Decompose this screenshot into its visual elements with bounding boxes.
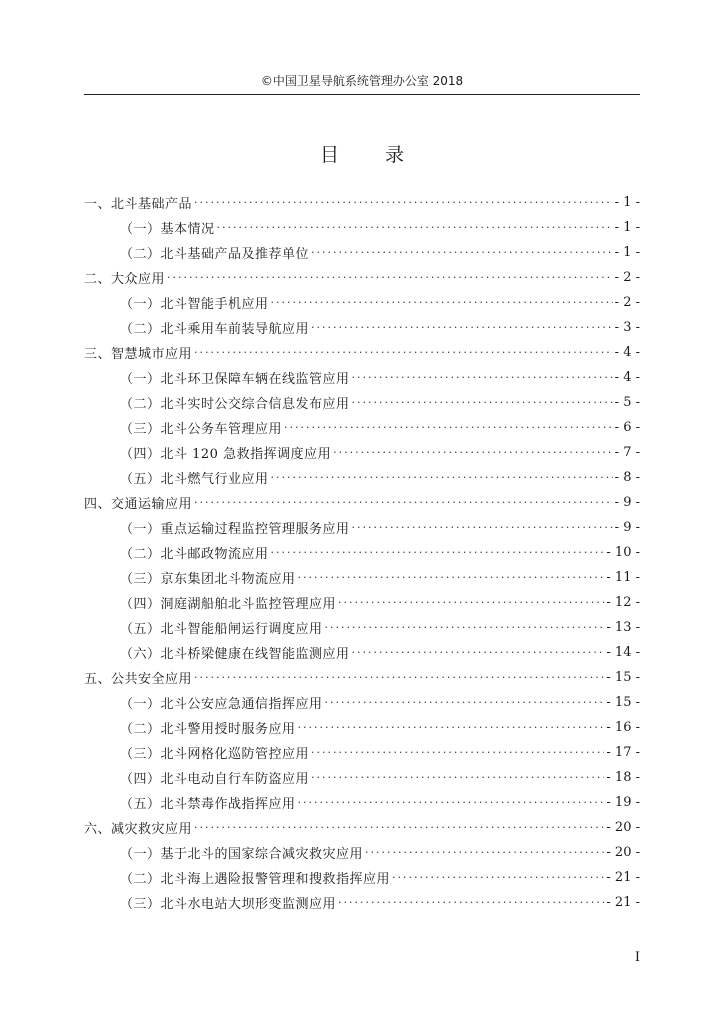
toc-entry-page: - 12 -: [606, 595, 640, 610]
toc-section-entry[interactable]: [84, 540, 640, 565]
toc-entry-label: （四）北斗电动自行车防盗应用: [120, 772, 310, 787]
toc-chapter-entry[interactable]: [84, 190, 640, 215]
toc-section-entry[interactable]: [84, 640, 640, 665]
dot-leader: [298, 571, 605, 584]
toc-section-entry[interactable]: [84, 790, 640, 815]
toc-section-entry[interactable]: [84, 315, 640, 340]
dot-leader: [194, 346, 613, 359]
dot-leader: [352, 646, 605, 659]
toc-entry-page: - 10 -: [606, 545, 640, 560]
toc-entry-label: （一）基本情况: [120, 222, 215, 237]
toc-entry-label: 二、大众应用: [84, 272, 166, 287]
toc-entry-page: - 18 -: [606, 770, 640, 785]
toc-entry-page: - 13 -: [606, 620, 640, 635]
toc-entry-label: （二）北斗海上遇险报警管理和搜救指挥应用: [120, 872, 391, 887]
toc-entry-page: - 15 -: [606, 670, 640, 685]
toc-entry-label: （六）北斗桥梁健康在线智能监测应用: [120, 647, 350, 662]
toc-entry-page: - 19 -: [606, 795, 640, 810]
toc-section-entry[interactable]: [84, 840, 640, 865]
toc-section-entry[interactable]: [84, 465, 640, 490]
toc-section-entry[interactable]: [84, 215, 640, 240]
dot-leader: [167, 271, 613, 284]
toc-entry-label: （三）北斗网格化巡防管控应用: [120, 747, 310, 762]
toc-chapter-entry[interactable]: [84, 340, 640, 365]
toc-entry-page: - 20 -: [606, 845, 640, 860]
toc-entry-page: - 5 -: [614, 395, 640, 410]
toc-section-entry[interactable]: [84, 565, 640, 590]
toc-entry-page: - 1 -: [614, 195, 640, 210]
dot-leader: [298, 721, 605, 734]
toc-entry-label: （二）北斗实时公交综合信息发布应用: [120, 397, 350, 412]
toc-section-entry[interactable]: [84, 615, 640, 640]
dot-leader: [194, 821, 604, 834]
toc-entry-page: - 4 -: [614, 345, 640, 360]
table-of-contents: [84, 190, 640, 915]
dot-leader: [333, 446, 613, 459]
dot-leader: [194, 196, 613, 209]
dot-leader: [311, 771, 604, 784]
dot-leader: [325, 696, 605, 709]
dot-leader: [338, 596, 604, 609]
toc-section-entry[interactable]: [84, 740, 640, 765]
toc-section-entry[interactable]: [84, 515, 640, 540]
toc-entry-page: - 7 -: [614, 445, 640, 460]
toc-title: 目 录: [319, 144, 425, 166]
dot-leader: [194, 496, 613, 509]
toc-entry-page: - 20 -: [606, 820, 640, 835]
toc-entry-label: （二）北斗警用授时服务应用: [120, 722, 296, 737]
toc-entry-page: - 9 -: [614, 520, 640, 535]
dot-leader: [338, 896, 604, 909]
toc-entry-page: - 15 -: [606, 695, 640, 710]
toc-entry-label: （三）北斗公务车管理应用: [120, 422, 283, 437]
toc-entry-page: - 21 -: [606, 895, 640, 910]
toc-entry-page: - 2 -: [614, 270, 640, 285]
dot-leader: [311, 321, 613, 334]
toc-chapter-entry[interactable]: [84, 490, 640, 515]
toc-section-entry[interactable]: [84, 390, 640, 415]
toc-entry-page: - 1 -: [614, 245, 640, 260]
toc-entry-label: 六、减灾救灾应用: [84, 822, 193, 837]
toc-entry-label: （四）洞庭湖船舶北斗监控管理应用: [120, 597, 337, 612]
dot-leader: [325, 621, 605, 634]
toc-section-entry[interactable]: [84, 440, 640, 465]
toc-entry-page: - 11 -: [606, 570, 640, 585]
toc-entry-page: - 2 -: [614, 295, 640, 310]
dot-leader: [194, 671, 604, 684]
dot-leader: [311, 246, 613, 259]
toc-chapter-entry[interactable]: [84, 665, 640, 690]
toc-entry-label: （二）北斗基础产品及推荐单位: [120, 247, 310, 262]
toc-entry-label: 四、交通运输应用: [84, 497, 193, 512]
dot-leader: [298, 796, 605, 809]
toc-section-entry[interactable]: [84, 365, 640, 390]
header-rule: [84, 94, 640, 95]
toc-entry-label: （一）重点运输过程监控管理服务应用: [120, 522, 350, 537]
dot-leader: [271, 471, 613, 484]
toc-entry-page: - 17 -: [606, 745, 640, 760]
toc-section-entry[interactable]: [84, 765, 640, 790]
toc-entry-label: （一）北斗环卫保障车辆在线监管应用: [120, 372, 350, 387]
toc-entry-label: 五、公共安全应用: [84, 672, 193, 687]
toc-entry-page: - 3 -: [614, 320, 640, 335]
toc-chapter-entry[interactable]: [84, 815, 640, 840]
toc-chapter-entry[interactable]: [84, 265, 640, 290]
dot-leader: [284, 421, 613, 434]
toc-section-entry[interactable]: [84, 865, 640, 890]
toc-section-entry[interactable]: [84, 715, 640, 740]
dot-leader: [392, 871, 604, 884]
toc-entry-label: 三、智慧城市应用: [84, 347, 193, 362]
toc-entry-label: （一）北斗公安应急通信指挥应用: [120, 697, 323, 712]
toc-entry-label: （一）基于北斗的国家综合减灾救灾应用: [120, 847, 364, 862]
toc-section-entry[interactable]: [84, 590, 640, 615]
toc-entry-page: - 21 -: [606, 870, 640, 885]
page-number: I: [634, 950, 640, 965]
toc-section-entry[interactable]: [84, 290, 640, 315]
toc-entry-page: - 9 -: [614, 495, 640, 510]
dot-leader: [352, 371, 613, 384]
dot-leader: [352, 521, 613, 534]
dot-leader: [352, 396, 613, 409]
toc-entry-page: - 1 -: [614, 220, 640, 235]
toc-entry-label: （五）北斗燃气行业应用: [120, 472, 269, 487]
dot-leader: [365, 846, 604, 859]
dot-leader: [311, 746, 604, 759]
toc-entry-label: （二）北斗邮政物流应用: [120, 547, 269, 562]
toc-entry-label: （三）京东集团北斗物流应用: [120, 572, 296, 587]
toc-entry-label: （四）北斗 120 急救指挥调度应用: [120, 447, 332, 462]
toc-entry-label: （五）北斗智能船闸运行调度应用: [120, 622, 323, 637]
toc-section-entry[interactable]: [84, 690, 640, 715]
toc-entry-page: - 6 -: [614, 420, 640, 435]
dot-leader: [271, 546, 605, 559]
toc-entry-label: （三）北斗水电站大坝形变监测应用: [120, 897, 337, 912]
toc-entry-label: （二）北斗乘用车前装导航应用: [120, 322, 310, 337]
toc-entry-label: （一）北斗智能手机应用: [120, 297, 269, 312]
toc-section-entry[interactable]: [84, 240, 640, 265]
toc-section-entry[interactable]: [84, 415, 640, 440]
toc-entry-page: - 16 -: [606, 720, 640, 735]
toc-entry-page: - 14 -: [606, 645, 640, 660]
running-header: ©中国卫星导航系统管理办公室 2018: [260, 74, 464, 88]
toc-section-entry[interactable]: [84, 890, 640, 915]
toc-entry-label: 一、北斗基础产品: [84, 197, 193, 212]
toc-entry-label: （五）北斗禁毒作战指挥应用: [120, 797, 296, 812]
dot-leader: [271, 296, 613, 309]
toc-entry-page: - 8 -: [614, 470, 640, 485]
dot-leader: [217, 221, 613, 234]
toc-entry-page: - 4 -: [614, 370, 640, 385]
